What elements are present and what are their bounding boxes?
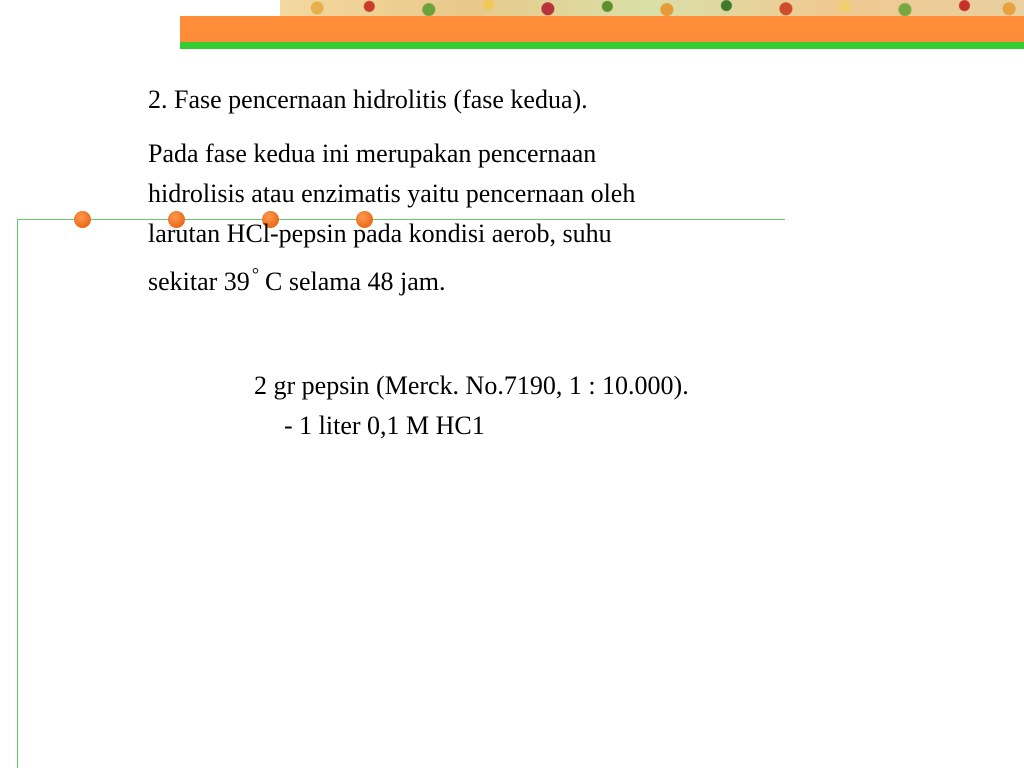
green-strip	[180, 42, 1024, 49]
orange-dot-icon	[74, 211, 91, 228]
reagent-list	[254, 366, 689, 446]
vertical-divider	[17, 219, 18, 768]
banner-image	[280, 0, 1024, 16]
paragraph-line: C selama 48 jam.	[265, 267, 446, 296]
reagent-item: - 1 liter 0,1 M HC1	[284, 411, 485, 440]
paragraph-line: larutan HCl-pepsin pada kondisi aerob, suhu	[148, 219, 612, 248]
top-banner	[180, 0, 1024, 50]
slide-heading: 2. Fase pencernaan hidrolitis (fase kedua).	[148, 85, 588, 114]
paragraph-line: sekitar 39	[148, 267, 250, 296]
body-paragraph	[148, 134, 808, 302]
reagent-item: 2 gr pepsin (Merck. No.7190, 1 : 10.000).	[254, 371, 689, 400]
slide-content	[148, 80, 808, 302]
orange-bar	[180, 16, 1024, 42]
degree-symbol: °	[251, 264, 260, 284]
paragraph-line: Pada fase kedua ini merupakan pencernaan	[148, 139, 597, 168]
paragraph-line: hidrolisis atau enzimatis yaitu pencernaan oleh	[148, 179, 636, 208]
